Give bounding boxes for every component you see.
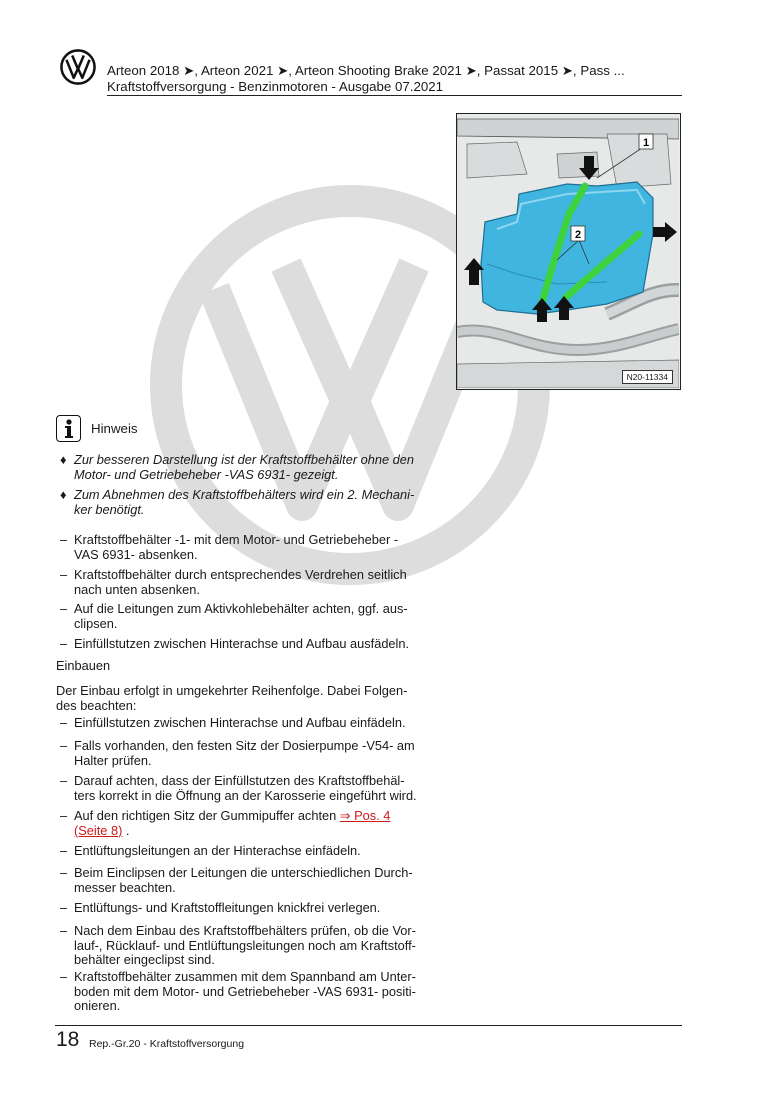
info-icon (56, 415, 81, 442)
install-intro: Der Einbau erfolgt in umgekehrter Reihenfolge. Dabei Folgen-des beachten: (56, 683, 408, 713)
figure-reference-code: N20-11334 (622, 370, 673, 384)
callout-2-label: 2 (574, 229, 582, 241)
hint-label: Hinweis (91, 421, 138, 436)
header-document-title: Kraftstoffversorgung - Benzinmotoren - Ausgabe 07.2021 (107, 79, 444, 94)
header-divider (107, 95, 682, 96)
removal-step-4: – Einfüllstutzen zwischen Hinterachse und Aufbau ausfädeln. (60, 636, 410, 651)
removal-step-1: – Kraftstoffbehälter -1- mit dem Motor- und Getriebeheber - VAS 6931- absenken. (60, 532, 399, 562)
fuel-tank-figure (456, 113, 681, 390)
hint-note-2: ♦ Zum Abnehmen des Kraftstoffbehälters wird ein 2. Mechani-ker benötigt. (60, 487, 415, 517)
bullet-icon: ♦ (60, 452, 67, 467)
install-step-4: – Entlüftungsleitungen an der Hinterachse einfädeln. (60, 843, 361, 858)
footer-divider (55, 1025, 682, 1026)
removal-step-3: – Auf die Leitungen zum Aktivkohlebehälter achten, ggf. aus-clipsen. (60, 601, 408, 631)
callout-1-label: 1 (642, 137, 650, 149)
removal-step-2: – Kraftstoffbehälter durch entsprechendes Verdrehen seitlich nach unten absenken. (60, 567, 407, 597)
pos-4-page-8-link[interactable]: ⇒ Pos. 4 (Seite 8) (74, 808, 391, 838)
bullet-icon: ♦ (60, 487, 67, 502)
install-step-6: – Entlüftungs- und Kraftstoffleitungen knickfrei verlegen. (60, 900, 381, 915)
install-step-5: – Beim Einclipsen der Leitungen die unterschiedlichen Durch-messer beachten. (60, 865, 413, 895)
install-step-3: – Darauf achten, dass der Einfüllstutzen des Kraftstoffbehäl-ters korrekt in die Öffnung an der Karosserie eingeführt wird. (60, 773, 417, 803)
hint-box (56, 415, 138, 442)
footer-chapter: Rep.-Gr.20 - Kraftstoffversorgung (89, 1038, 245, 1050)
install-step-2: – Falls vorhanden, den festen Sitz der Dosierpumpe -V54- am Halter prüfen. (60, 738, 415, 768)
page-number: 18 (56, 1028, 80, 1051)
install-step-pos4: – Auf den richtigen Sitz der Gummipuffer achten ⇒ Pos. 4 (Seite 8) . (60, 808, 391, 838)
section-heading-install: Einbauen (56, 658, 111, 673)
install-step-1: – Einfüllstutzen zwischen Hinterachse und Aufbau einfädeln. (60, 715, 406, 730)
hint-note-1: ♦ Zur besseren Darstellung ist der Kraftstoffbehälter ohne den Motor- und Getriebeheber -VAS 6931- gezeigt. (60, 452, 415, 482)
vw-logo-icon (60, 49, 96, 85)
fuel-tank-illustration (457, 114, 679, 388)
install-step-8: – Kraftstoffbehälter zusammen mit dem Spannband am Unter-boden mit dem Motor- und Getriebeheber -VAS 6931- positi-onieren. (60, 969, 416, 1014)
install-step-7: – Nach dem Einbau des Kraftstoffbehälters prüfen, ob die Vor-lauf-, Rücklauf- und Entlüftungsleitungen noch am Kraftstoff-behälter eingeclipst sind. (60, 923, 416, 968)
header-model-list: Arteon 2018 ➤, Arteon 2021 ➤, Arteon Shooting Brake 2021 ➤, Passat 2015 ➤, Pass ... (107, 63, 625, 78)
